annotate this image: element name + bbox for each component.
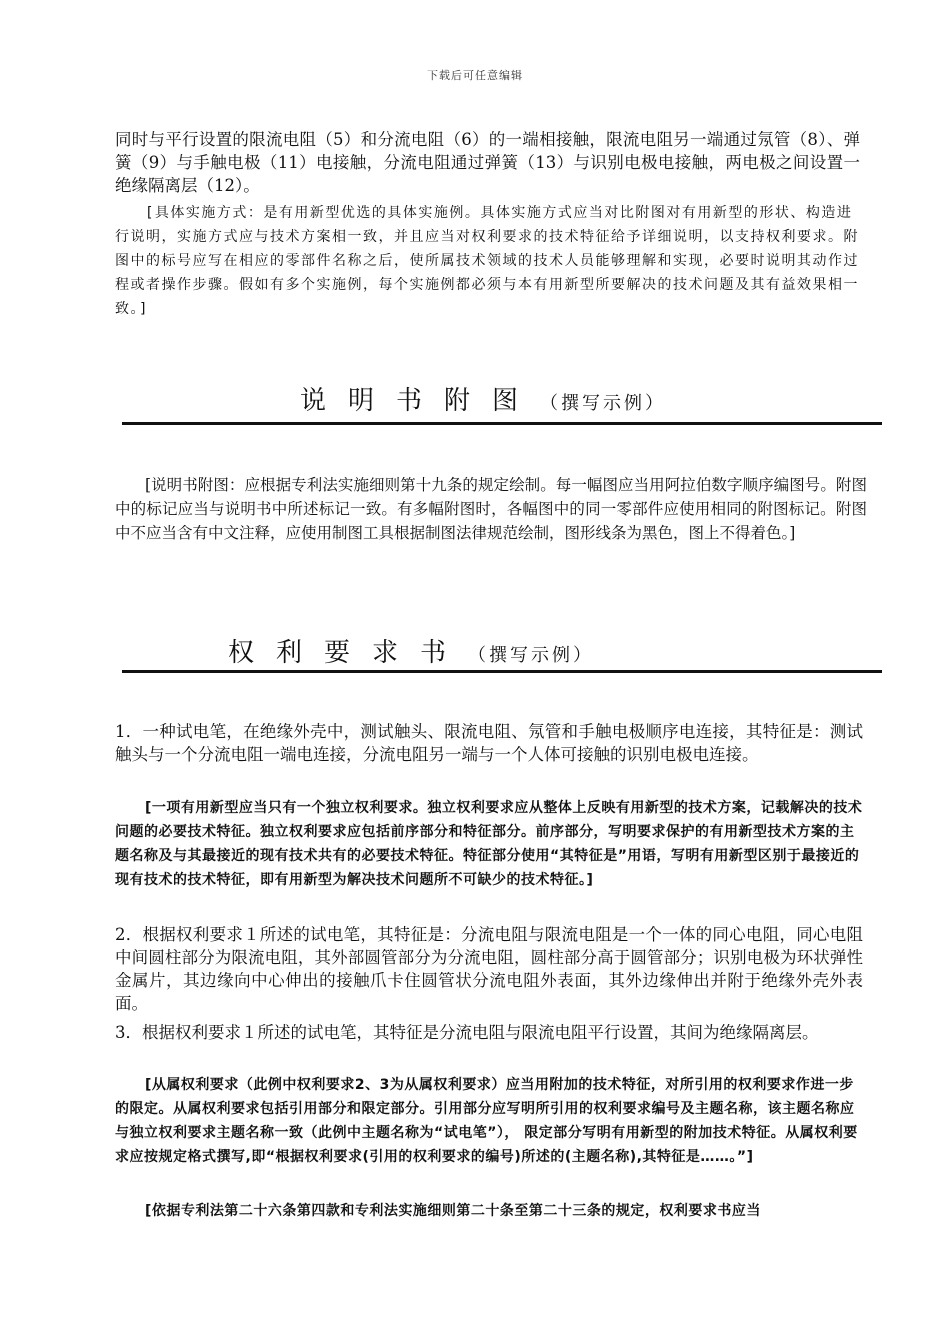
claims-heading bbox=[228, 632, 594, 669]
claim-3: 3．根据权利要求１所述的试电笔，其特征是分流电阻与限流电阻平行设置，其间为绝缘隔离层。 bbox=[115, 1023, 819, 1042]
claim-2: 2．根据权利要求１所述的试电笔，其特征是：分流电阻与限流电阻是一个一体的同心电阻，同心电阻中间圆柱部分为限流电阻，其外部圆管部分为分流电阻，圆柱部分高于圆管部分；识别电极为环状弹性金属片，其边缘向中心伸出的接触爪卡住圆管状分流电阻外表面，其外边缘伸出并附于绝缘外壳外表面。 bbox=[115, 925, 863, 1013]
drawings-note: [说明书附图：应根据专利法实施细则第十九条的规定绘制。每一幅图应当用阿拉伯数字顺序编图号。附图中的标记应当与说明书中所述标记一致。有多幅附图时，各幅图中的同一零部件应使用相同的附图标记。附图中不应当含有中文注释，应使用制图工具根据制图法律规范绘制，图形线条为黑色，图上不得着色。] bbox=[115, 476, 867, 542]
claims-basis-note: [依据专利法第二十六条第四款和专利法实施细则第二十条至第二十三条的规定，权利要求书应当 bbox=[145, 1203, 761, 1219]
dependent-claim-note: [从属权利要求（此例中权利要求2、3为从属权利要求）应当用附加的技术特征，对所引用的权利要求作进一步的限定。从属权利要求包括引用部分和限定部分。引用部分应写明所引用的权利要求编号及主题名称，该主题名称应与独立权利要求主题名称一致（此例中主题名称为“试电笔”）， 限定部分写明有用新型的附加技术特征。从属权利要求应按规定格式撰写,即“根据权利要求(引用的权利要求的编号)所述的(主题名称),其特征是……。”] bbox=[115, 1077, 858, 1165]
claims-title: 权利要求书 bbox=[228, 638, 469, 668]
drawings-title-note: （撰写示例） bbox=[540, 393, 667, 414]
implementation-note: [具体实施方式：是有用新型优选的具体实施例。具体实施方式应当对比附图对有用新型的形状、构造进行说明，实施方式应与技术方案相一致，并且应当对权利要求的技术特征给予详细说明，以支持权利要求。附图中的标号应写在相应的零部件名称之后，使所属技术领域的技术人员能够理解和实现，必要时说明其动作过程或者操作步骤。假如有多个实施例，每个实施例都必须与本有用新型所要解决的技术问题及其有益效果相一致。] bbox=[115, 205, 859, 317]
page-header: 下载后可任意编辑 bbox=[427, 69, 523, 82]
claims-title-note: （撰写示例） bbox=[468, 645, 595, 666]
drawings-title: 说明书附图 bbox=[300, 386, 541, 416]
claims-divider bbox=[122, 670, 882, 673]
drawings-heading bbox=[300, 380, 666, 417]
claim-1: 1．一种试电笔，在绝缘外壳中，测试触头、限流电阻、氖管和手触电极顺序电连接，其特征是：测试触头与一个分流电阻一端电连接，分流电阻另一端与一个人体可接触的识别电极电连接。 bbox=[115, 722, 863, 764]
intro-paragraph: 同时与平行设置的限流电阻（5）和分流电阻（6）的一端相接触，限流电阻另一端通过氖管（8）、弹簧（9）与手触电极（11）电接触，分流电阻通过弹簧（13）与识别电极电接触，两电极之间设置一绝缘隔离层（12）。 bbox=[115, 130, 860, 195]
independent-claim-note: [一项有用新型应当只有一个独立权利要求。独立权利要求应从整体上反映有用新型的技术方案，记载解决的技术问题的必要技术特征。独立权利要求应包括前序部分和特征部分。前序部分，写明要求保护的有用新型技术方案的主题名称及与其最接近的现有技术共有的必要技术特征。特征部分使用“其特征是”用语，写明有用新型区别于最接近的现有技术的技术特征，即有用新型为解决技术问题所不可缺少的技术特征。] bbox=[115, 800, 863, 888]
drawings-divider bbox=[122, 422, 882, 425]
